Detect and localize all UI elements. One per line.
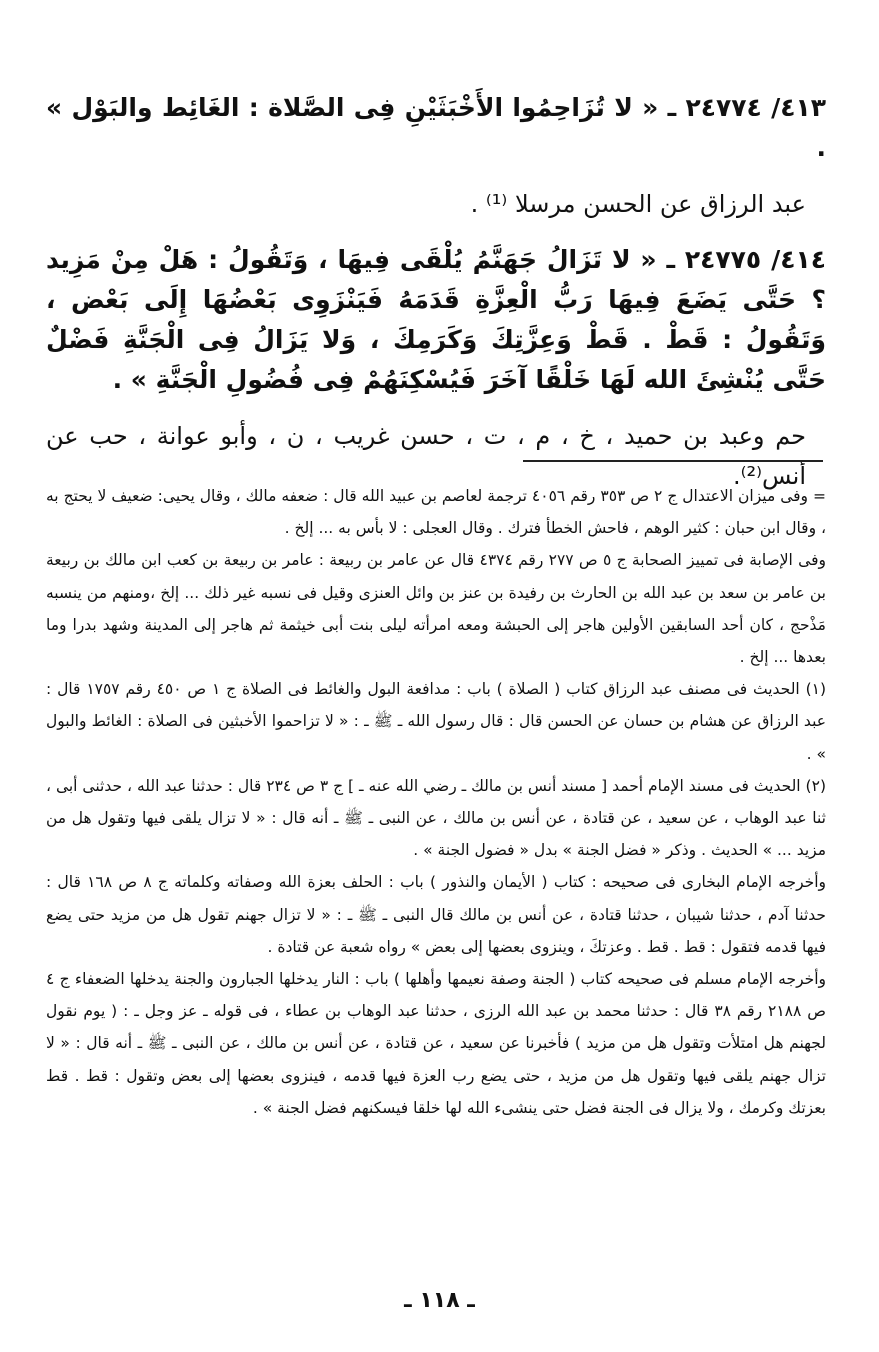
footnote-2: (٢) الحديث فى مسند الإمام أحمد [ مسند أنس بن مالك ـ رضي الله عنه ـ ] ج ٣ ص ٢٣٤ قال : حدثنا عبد الله ، حدثنى أبى ، ثنا عبد الوهاب ، عن سعيد ، عن قتادة ، عن أنس بن مالك ، عن النبى ـ ﷺ ـ أنه قال : « لا تزال يلقى فيها وتقول هل من مزيد ... » الحديث . وذكر « فضل الجنة » بدل « فضول الجنة » . — [46, 776, 826, 860]
footnote-continued-2: وفى الإصابة فى تمييز الصحابة ج ٥ ص ٢٧٧ رقم ٤٣٧٤ قال عن عامر بن ربيعة : عامر بن ربيعة بن كعب ابن مالك بن ربيعة بن عامر بن سعد بن عبد الله بن الحارث بن رفيدة بن عنز بن وائل العنزى وقيل فى نسبه غير ذلك ... إلخ ،ومنهم من ينسبه مَذْحج ، كان أحد السابقين الأولين هاجر إلى الحبشة ومعه امرأته ليلى بنت أبى خيثمة ثم هاجر إلى المدينة وشهد بدرا وما بعدها ... إلخ . — [46, 551, 826, 667]
footnote-divider — [523, 460, 823, 462]
footnote-2-muslim: وأخرجه الإمام مسلم فى صحيحه كتاب ( الجنة وصفة نعيمها وأهلها ) باب : النار يدخلها الجبارون والجنة يدخلها الضعفاء ج ٤ ص ٢١٨٨ رقم ٣٨ قال : حدثنا محمد بن عبد الله الرزى ، حدثنا عبد الوهاب بن عطاء ، فى قوله ـ عز وجل ـ : ( يوم نقول لجهنم هل امتلأت وتقول هل من مزيد ) فأخبرنا عن سعيد ، عن قتادة ، عن أنس بن مالك ، عن النبى ـ ﷺ ـ أنه قال : « لا تزال جهنم يلقى فيها وتقول هل من مزيد ، حتى يضع رب العزة فيها قدمه ، فينزوى بعضها إلى بعض وتقول : قط . قط بعزتك وكرمك ، ولا يزال فى الجنة فضل حتى ينشىء الله لها خلقا فيسكنهم فضل الجنة » . — [46, 970, 826, 1117]
footnote-1: (١) الحديث فى مصنف عبد الرزاق كتاب ( الصلاة ) باب : مدافعة البول والغائط فى الصلاة ج ١ ص ٤٥٠ رقم ١٧٥٧ قال : عبد الرزاق عن هشام بن حسان عن الحسن قال : قال رسول الله ـ ﷺ ـ : « لا تزاحموا الأخبثين فى الصلاة : الغائط والبول » . — [46, 680, 827, 763]
hadith-413-source: عبد الرزاق عن الحسن مرسلا ⁽¹⁾ . — [470, 190, 806, 218]
hadith-414-source: حم وعبد بن حميد ، خ ، م ، ت ، حسن غريب ، ن ، وأبو عوانة ، حب عن أنس⁽²⁾. — [46, 422, 806, 490]
footnote-continued-1: = وفى ميزان الاعتدال ج ٢ ص ٣٥٣ رقم ٤٠٥٦ ترجمة لعاصم بن عبيد الله قال : ضعفه مالك ، وقال يحيى: ضعيف لا يحتج به ، وقال ابن حبان : كثير الوهم ، فاحش الخطأ فترك . وقال العجلى : لا بأس به ... إلخ . — [46, 487, 826, 538]
footnotes — [46, 480, 826, 1124]
main-text — [46, 88, 826, 512]
footnote-2-bukhari: وأخرجه الإمام البخارى فى صحيحه : كتاب ( الأيمان والنذور ) باب : الحلف بعزة الله وصفاته وكلماته ج ٨ ص ١٦٨ قال : حدثنا آدم ، حدثنا شيبان ، حدثنا قتادة ، عن أنس بن مالك قال النبى ـ ﷺ ـ : « لا تزال جهنم تقول هل من مزيد حتى يضع فيها قدمه فتقول : قط . قط . وعزتكَ ، وينزوى بعضها إلى بعض » رواه شعبة عن قتادة . — [46, 873, 827, 956]
hadith-414: ٤١٤/ ٢٤٧٧٥ ـ « لا تَزَالُ جَهَنَّمُ يُلْقَى فِيهَا ، وَتَقُولُ : هَلْ مِنْ مَزِيد ؟ حَتَّى يَضَعَ فِيهَا رَبُّ الْعِزَّةِ قَدَمَهُ فَيَنْزَوِى بَعْضُهَا إِلَى بَعْض ، وَتَقُولُ : قَطْ . قَطْ وَعِزَّتِكَ وَكَرَمِكَ ، وَلا يَزَالُ فِى الْجَنَّةِ فَضْلٌ حَتَّى يُنْشِئَ الله لَهَا خَلْقًا آخَرَ فَيُسْكِنَهُمْ فِى فُضُولِ الْجَنَّةِ » . — [46, 245, 826, 394]
hadith-413: ٤١٣/ ٢٤٧٧٤ ـ « لا تُزَاحِمُوا الأَخْبَثَيْنِ فِى الصَّلاة : الغَائِط والبَوْل » . — [46, 93, 826, 162]
page-number: ـ ١١٨ ـ — [404, 1288, 475, 1313]
